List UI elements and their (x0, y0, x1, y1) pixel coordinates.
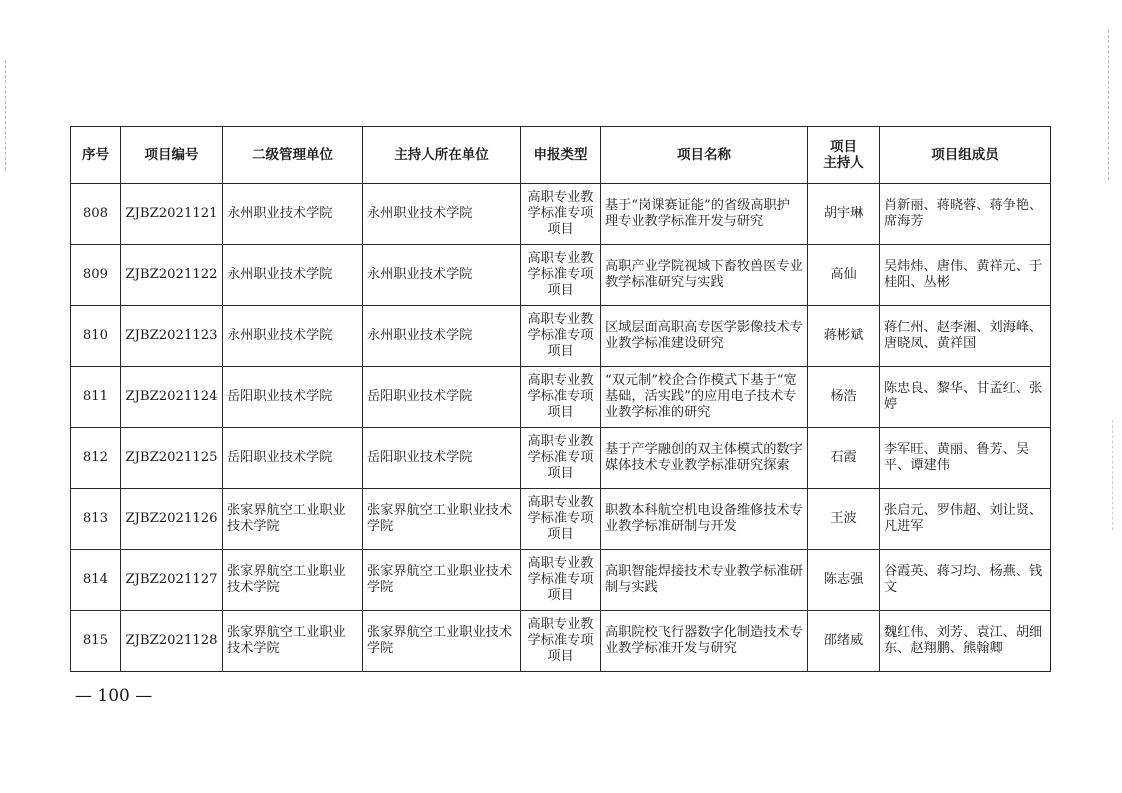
cell-type: 高职专业教学标准专项项目 (521, 184, 601, 245)
cell-leader: 石霞 (808, 428, 880, 489)
cell-type: 高职专业教学标准专项项目 (521, 550, 601, 611)
cell-host: 永州职业技术学院 (363, 245, 521, 306)
cell-code: ZJBZ2021123 (121, 306, 223, 367)
table-header-row (71, 127, 1051, 184)
cell-leader: 蒋彬斌 (808, 306, 880, 367)
cell-code: ZJBZ2021126 (121, 489, 223, 550)
cell-name: 高职产业学院视域下畜牧兽医专业教学标准研究与实践 (601, 245, 808, 306)
cell-type: 高职专业教学标准专项项目 (521, 489, 601, 550)
cell-members: 蒋仁州、赵李湘、刘海峰、唐晓凤、黄祥国 (880, 306, 1051, 367)
cell-host: 张家界航空工业职业技术学院 (363, 550, 521, 611)
cell-members: 谷霞英、蒋习均、杨燕、钱文 (880, 550, 1051, 611)
cell-unit: 永州职业技术学院 (223, 184, 363, 245)
cell-host: 张家界航空工业职业技术学院 (363, 611, 521, 672)
cell-name: 区域层面高职高专医学影像技术专业教学标准建设研究 (601, 306, 808, 367)
cell-name: “双元制”校企合作模式下基于“宽基础，活实践”的应用电子技术专业教学标准的研究 (601, 367, 808, 428)
header-host: 主持人所在单位 (363, 127, 521, 184)
scan-edge-mark (5, 60, 6, 170)
cell-code: ZJBZ2021121 (121, 184, 223, 245)
header-no: 序号 (71, 127, 121, 184)
cell-host: 张家界航空工业职业技术学院 (363, 489, 521, 550)
cell-leader: 王波 (808, 489, 880, 550)
cell-host: 永州职业技术学院 (363, 306, 521, 367)
cell-leader: 邵绪威 (808, 611, 880, 672)
cell-host: 永州职业技术学院 (363, 184, 521, 245)
project-table (70, 126, 1051, 672)
cell-unit: 岳阳职业技术学院 (223, 428, 363, 489)
table-row (71, 184, 1051, 245)
cell-type: 高职专业教学标准专项项目 (521, 367, 601, 428)
cell-unit: 岳阳职业技术学院 (223, 367, 363, 428)
header-type: 申报类型 (521, 127, 601, 184)
cell-unit: 张家界航空工业职业技术学院 (223, 489, 363, 550)
header-code: 项目编号 (121, 127, 223, 184)
header-leader (808, 127, 880, 184)
cell-members: 张启元、罗伟超、刘让贤、凡进军 (880, 489, 1051, 550)
table-row (71, 367, 1051, 428)
header-unit: 二级管理单位 (223, 127, 363, 184)
scan-edge-mark (1112, 420, 1113, 530)
cell-no: 810 (71, 306, 121, 367)
cell-host: 岳阳职业技术学院 (363, 428, 521, 489)
cell-no: 812 (71, 428, 121, 489)
page-number: — 100 — (75, 686, 153, 706)
cell-code: ZJBZ2021124 (121, 367, 223, 428)
cell-code: ZJBZ2021122 (121, 245, 223, 306)
cell-leader: 杨浩 (808, 367, 880, 428)
cell-unit: 永州职业技术学院 (223, 245, 363, 306)
cell-name: 高职智能焊接技术专业教学标准研制与实践 (601, 550, 808, 611)
cell-leader: 高仙 (808, 245, 880, 306)
table-row (71, 489, 1051, 550)
cell-no: 813 (71, 489, 121, 550)
cell-members: 陈忠良、黎华、甘孟红、张婷 (880, 367, 1051, 428)
cell-no: 815 (71, 611, 121, 672)
cell-code: ZJBZ2021128 (121, 611, 223, 672)
cell-name: 职教本科航空机电设备维修技术专业教学标准研制与开发 (601, 489, 808, 550)
cell-members: 李军旺、黄丽、鲁芳、吴平、谭建伟 (880, 428, 1051, 489)
cell-unit: 张家界航空工业职业技术学院 (223, 550, 363, 611)
table-row (71, 550, 1051, 611)
cell-name: 基于产学融创的双主体模式的数字媒体技术专业教学标准研究探索 (601, 428, 808, 489)
cell-host: 岳阳职业技术学院 (363, 367, 521, 428)
header-leader-line2: 主持人 (823, 155, 864, 171)
cell-no: 808 (71, 184, 121, 245)
cell-name: 高职院校飞行器数字化制造技术专业教学标准开发与研究 (601, 611, 808, 672)
cell-type: 高职专业教学标准专项项目 (521, 428, 601, 489)
table-row (71, 245, 1051, 306)
cell-members: 魏红伟、刘芳、袁江、胡细东、赵翔鹏、熊翰卿 (880, 611, 1051, 672)
cell-code: ZJBZ2021127 (121, 550, 223, 611)
table-row (71, 306, 1051, 367)
cell-no: 811 (71, 367, 121, 428)
cell-name: 基于“岗课赛证能”的省级高职护理专业教学标准开发与研究 (601, 184, 808, 245)
cell-unit: 张家界航空工业职业技术学院 (223, 611, 363, 672)
cell-type: 高职专业教学标准专项项目 (521, 306, 601, 367)
table-row (71, 611, 1051, 672)
cell-type: 高职专业教学标准专项项目 (521, 245, 601, 306)
cell-no: 809 (71, 245, 121, 306)
cell-code: ZJBZ2021125 (121, 428, 223, 489)
scan-edge-mark (1108, 30, 1109, 180)
cell-members: 肖新丽、蒋晓蓉、蒋争艳、席海芳 (880, 184, 1051, 245)
cell-leader: 陈志强 (808, 550, 880, 611)
header-leader-line1: 项目 (830, 139, 857, 155)
table-row (71, 428, 1051, 489)
cell-unit: 永州职业技术学院 (223, 306, 363, 367)
cell-no: 814 (71, 550, 121, 611)
cell-leader: 胡宇琳 (808, 184, 880, 245)
header-name: 项目名称 (601, 127, 808, 184)
header-members: 项目组成员 (880, 127, 1051, 184)
cell-members: 吴炜炜、唐伟、黄祥元、于桂阳、丛彬 (880, 245, 1051, 306)
cell-type: 高职专业教学标准专项项目 (521, 611, 601, 672)
